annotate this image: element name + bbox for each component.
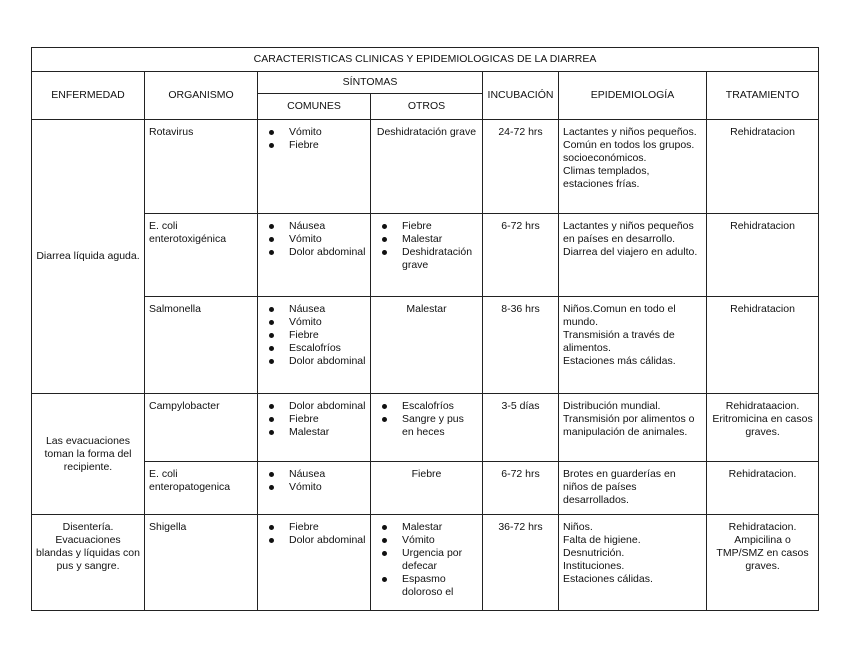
symptom-item: Urgencia por defecar [402, 547, 478, 573]
epidemiology-cell [559, 394, 707, 462]
common-symptoms-list [262, 220, 366, 259]
symptom-item: Fiebre [289, 329, 366, 342]
epidemiology-cell [559, 297, 707, 394]
header-sintomas: SÍNTOMAS [258, 72, 483, 94]
common-symptoms-cell [258, 515, 371, 611]
common-symptoms-list [262, 303, 366, 368]
organism-cell: Rotavirus [145, 120, 258, 214]
epidemiology-line: Niños. [563, 521, 593, 533]
epidemiology-line: Común en todos los grupos. socioeconómicos. [563, 139, 695, 164]
symptom-item: Deshidratación grave [402, 246, 478, 272]
header-otros: OTROS [371, 94, 483, 120]
common-symptoms-cell [258, 297, 371, 394]
symptom-item: Vómito [289, 126, 366, 139]
symptom-item: Náusea [289, 468, 366, 481]
header-organismo: ORGANISMO [145, 72, 258, 120]
other-symptoms-list [375, 400, 478, 439]
incubation-cell: 24-72 hrs [483, 120, 559, 214]
epidemiology-line: Lactantes y niños pequeños en países en desarrollo. [563, 220, 694, 245]
symptom-item: Vómito [289, 481, 366, 494]
epidemiology-cell [559, 515, 707, 611]
symptom-item: Fiebre [289, 521, 366, 534]
symptom-item: Fiebre [289, 139, 366, 152]
symptom-item: Malestar [402, 521, 478, 534]
treatment-cell: Rehidratacion. Ampicilina o TMP/SMZ en casos graves. [707, 515, 819, 611]
header-epidemiologia: EPIDEMIOLOGÍA [559, 72, 707, 120]
symptom-item: Escalofríos [402, 400, 478, 413]
symptom-item: Malestar [289, 426, 366, 439]
incubation-cell: 8-36 hrs [483, 297, 559, 394]
organism-cell: E. coli enteropatogenica [145, 462, 258, 515]
common-symptoms-cell [258, 214, 371, 297]
common-symptoms-cell [258, 394, 371, 462]
symptom-item: Escalofríos [289, 342, 366, 355]
treatment-cell: Rehidratacion [707, 297, 819, 394]
header-tratamiento: TRATAMIENTO [707, 72, 819, 120]
epidemiology-line: Brotes en guarderías en niños de países desarrollados. [563, 468, 676, 506]
common-symptoms-cell [258, 120, 371, 214]
common-symptoms-list [262, 126, 366, 152]
treatment-cell: Rehidratacion [707, 214, 819, 297]
other-symptoms-cell [371, 515, 483, 611]
common-symptoms-list [262, 521, 366, 547]
symptom-item: Vómito [289, 316, 366, 329]
common-symptoms-list [262, 468, 366, 494]
epidemiology-line: Instituciones. [563, 560, 625, 572]
symptom-item: Náusea [289, 220, 366, 233]
epidemiology-line: Transmisión por alimentos o manipulación de animales. [563, 413, 695, 438]
epidemiology-line: Diarrea del viajero en adulto. [563, 246, 698, 258]
symptom-item: Malestar [402, 233, 478, 246]
treatment-cell: Rehidrataacion. Eritromicina en casos graves. [707, 394, 819, 462]
epidemiology-line: Niños.Comun en todo el mundo. [563, 303, 676, 328]
epidemiology-cell [559, 214, 707, 297]
epidemiology-line: Estaciones cálidas. [563, 573, 653, 585]
symptom-item: Dolor abdominal [289, 400, 366, 412]
treatment-cell: Rehidratacion [707, 120, 819, 214]
symptom-item: Vómito [289, 233, 366, 246]
header-comunes: COMUNES [258, 94, 371, 120]
symptom-item: Dolor abdominal [289, 355, 366, 367]
common-symptoms-cell [258, 462, 371, 515]
incubation-cell: 6-72 hrs [483, 462, 559, 515]
organism-cell: Campylobacter [145, 394, 258, 462]
incubation-cell: 6-72 hrs [483, 214, 559, 297]
organism-cell: E. coli enterotoxigénica [145, 214, 258, 297]
symptom-item: Sangre y pus en heces [402, 413, 478, 439]
epidemiology-line: Lactantes y niños pequeños. [563, 126, 697, 138]
symptom-item: Dolor abdominal [289, 246, 366, 258]
organism-cell: Salmonella [145, 297, 258, 394]
disease-cell: Las evacuaciones toman la forma del recipiente. [32, 394, 145, 515]
symptom-item: Vómito [402, 534, 478, 547]
symptom-item: Fiebre [402, 220, 478, 233]
other-symptoms-cell: Deshidratación grave [371, 120, 483, 214]
other-symptoms-cell [371, 214, 483, 297]
treatment-cell: Rehidratacion. [707, 462, 819, 515]
header-enfermedad: ENFERMEDAD [32, 72, 145, 120]
other-symptoms-cell: Malestar [371, 297, 483, 394]
common-symptoms-list [262, 400, 366, 439]
epidemiology-line: Estaciones más cálidas. [563, 355, 676, 367]
epidemiology-line: Distribución mundial. [563, 400, 661, 412]
symptom-item: Fiebre [289, 413, 366, 426]
disease-cell: Diarrea líquida aguda. [32, 120, 145, 394]
table-title: CARACTERISTICAS CLINICAS Y EPIDEMIOLOGICAS DE LA DIARREA [32, 48, 819, 72]
epidemiology-line: Climas templados, estaciones frías. [563, 165, 650, 190]
other-symptoms-cell [371, 394, 483, 462]
symptom-item: Espasmo doloroso el [402, 573, 478, 599]
epidemiology-line: Desnutrición. [563, 547, 625, 559]
epidemiology-cell [559, 462, 707, 515]
disease-cell: Disentería. Evacuaciones blandas y líquidas con pus y sangre. [32, 515, 145, 611]
epidemiology-line: Transmisión a través de alimentos. [563, 329, 675, 354]
other-symptoms-cell: Fiebre [371, 462, 483, 515]
symptom-item: Náusea [289, 303, 366, 316]
incubation-cell: 36-72 hrs [483, 515, 559, 611]
other-symptoms-list [375, 521, 478, 599]
incubation-cell: 3-5 días [483, 394, 559, 462]
epidemiology-cell [559, 120, 707, 214]
header-incubacion: INCUBACIÓN [483, 72, 559, 120]
diarrhea-table [31, 47, 819, 611]
other-symptoms-list [375, 220, 478, 272]
organism-cell: Shigella [145, 515, 258, 611]
symptom-item: Dolor abdominal [289, 534, 366, 546]
epidemiology-line: Falta de higiene. [563, 534, 641, 546]
